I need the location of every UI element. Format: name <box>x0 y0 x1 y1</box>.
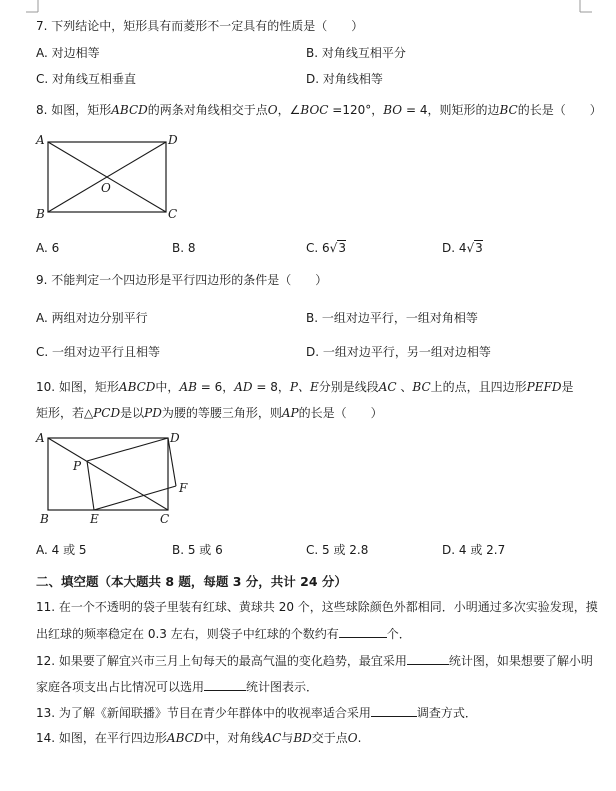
q11-stem-line1: 11. 在一个不透明的袋子里装有红球、黄球共 20 个，这些球除颜色外都相同．小明通过多次实验发现，摸 <box>36 600 598 614</box>
q7-option-c: C. 对角线互相垂直 <box>36 72 137 86</box>
q8-label-o: O <box>101 181 111 195</box>
q12-answer-blank-1 <box>407 652 449 665</box>
q10-stem-line1: 10. 如图，矩形ABCD中，AB = 6，AD = 8，P、E分别是线段AC 、BC上的点，且四边形PEFD是 <box>36 380 574 394</box>
q8-option-a: A. 6 <box>36 241 60 255</box>
q10-stem-line2: 矩形，若△PCD是以PD为腰的等腰三角形，则AP的长是（ ） <box>36 406 383 420</box>
q9-option-a: A. 两组对边分别平行 <box>36 311 148 325</box>
q8-label-b: B <box>36 207 45 221</box>
q8-figure <box>30 130 190 226</box>
q10-segment-pd <box>87 438 168 461</box>
q10-option-d: D. 4 或 2.7 <box>442 543 506 557</box>
q10-option-b: B. 5 或 6 <box>172 543 223 557</box>
corner-mark-right <box>578 0 592 14</box>
q10-label-p: P <box>73 459 82 473</box>
q11-answer-blank <box>339 625 387 638</box>
q12-stem-line1: 12. 如果要了解宜兴市三月上旬每天的最高气温的变化趋势，最宜采用 统计图，如果想要了解小明 <box>36 654 593 668</box>
q10-label-b: B <box>40 512 49 526</box>
q9-option-c: C. 一组对边平行且相等 <box>36 345 161 359</box>
q7-option-a: A. 对边相等 <box>36 46 100 60</box>
q12-answer-blank-2 <box>204 678 246 691</box>
q10-segment-fd <box>168 438 176 486</box>
q12-stem-line2: 家庭各项支出占比情况可以选用 统计图表示． <box>36 680 319 694</box>
q13-stem: 13. 为了解《新闻联播》节目在青少年群体中的收视率适合采用 调查方式． <box>36 706 477 720</box>
q10-diagonal-ac <box>48 438 168 510</box>
q10-option-a: A. 4 或 5 <box>36 543 87 557</box>
q8-stem: 8. 如图，矩形ABCD的两条对角线相交于点O，∠BOC =120°，BO = 4，则矩形的边BC的长是（ ） <box>36 103 602 117</box>
q10-label-e: E <box>90 512 99 526</box>
q8-option-d: D. 4√3 <box>442 241 483 255</box>
q8-option-c: C. 6√3 <box>306 241 346 255</box>
q10-segment-pe <box>87 461 94 510</box>
q13-answer-blank <box>371 704 417 717</box>
q8-label-a: A <box>36 133 45 147</box>
q7-stem: 7. 下列结论中，矩形具有而菱形不一定具有的性质是（ ） <box>36 19 364 33</box>
q14-stem: 14. 如图，在平行四边形ABCD中，对角线AC与BD交于点O. <box>36 731 362 745</box>
q7-option-b: B. 对角线互相平分 <box>306 46 406 60</box>
q9-stem: 9. 不能判定一个四边形是平行四边形的条件是（ ） <box>36 273 328 287</box>
section-heading-fill-in: 二、填空题（本大题共 8 题，每题 3 分，共计 24 分） <box>36 574 347 589</box>
q10-figure <box>30 428 200 528</box>
q10-label-d: D <box>170 431 180 445</box>
q9-option-d: D. 一组对边平行，另一组对边相等 <box>306 345 491 359</box>
q10-label-a: A <box>36 431 45 445</box>
q9-option-b: B. 一组对边平行，一组对角相等 <box>306 311 478 325</box>
q11-stem-line2: 出红球的频率稳定在 0.3 左右，则袋子中红球的个数约有 个． <box>36 627 411 641</box>
q8-label-d: D <box>168 133 178 147</box>
q10-label-c: C <box>160 512 170 526</box>
q8-label-c: C <box>168 207 178 221</box>
q10-label-f: F <box>179 481 188 495</box>
q8-option-b: B. 8 <box>172 241 196 255</box>
q7-option-d: D. 对角线相等 <box>306 72 383 86</box>
q10-option-c: C. 5 或 2.8 <box>306 543 369 557</box>
corner-mark-left <box>26 0 40 14</box>
